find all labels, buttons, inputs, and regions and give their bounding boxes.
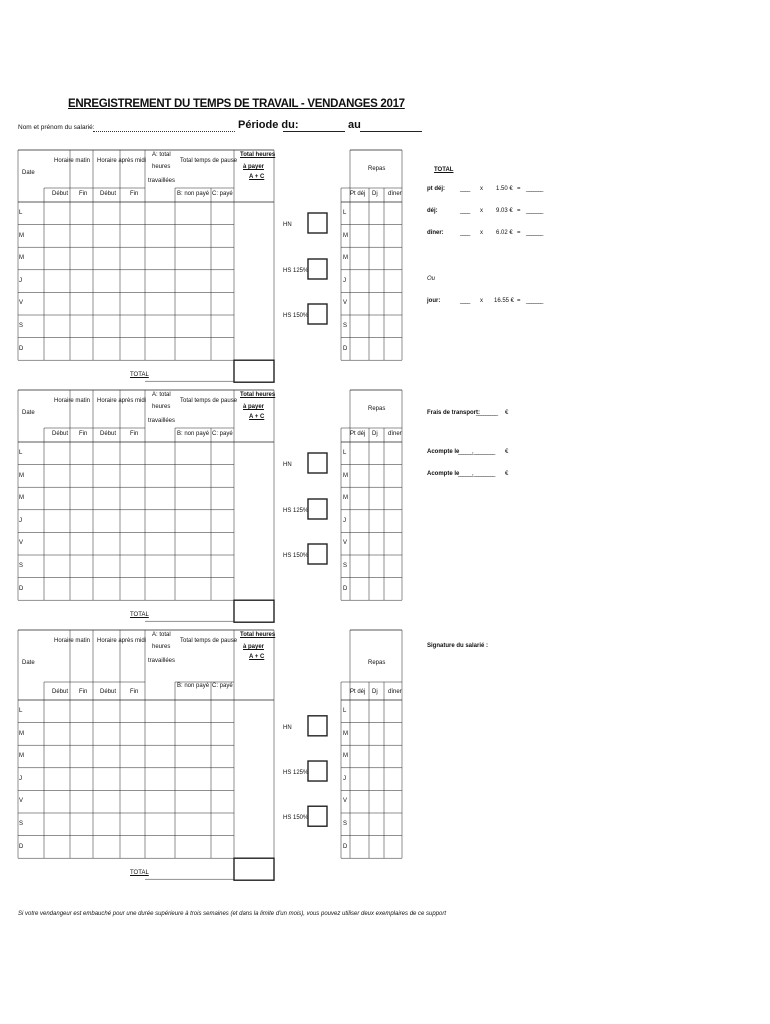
hours-label-1: HS 125%	[283, 508, 309, 514]
acompte-1-euro: €	[505, 449, 509, 455]
meal-day-label-4: V	[343, 300, 348, 307]
day-label-6: D	[19, 585, 24, 592]
acompte-2-label: Acompte le	[427, 471, 460, 477]
diner-eq: =	[517, 230, 521, 236]
day-label-2: M	[19, 753, 24, 760]
day-label-5: S	[19, 323, 24, 329]
total-hours-header-3: A + C	[249, 414, 265, 420]
diner-mult: x	[480, 230, 483, 236]
total-hours-header-1: Total heures	[240, 392, 276, 398]
day-label-0: L	[19, 708, 23, 714]
jour-mult: x	[480, 298, 483, 304]
total-hours-header-2: à payer	[243, 164, 265, 170]
total-hours-header-1: Total heures	[240, 152, 276, 158]
meal-day-label-0: L	[343, 708, 347, 714]
dej-total-field[interactable]: _______	[526, 208, 543, 214]
hours-box-0[interactable]	[308, 213, 327, 233]
a-total-header-3: travaillées	[148, 418, 176, 424]
acompte-1-label: Acompte le	[427, 449, 460, 455]
meal-total-heading: TOTAL	[434, 167, 454, 173]
total-hours-header-1: Total heures	[240, 632, 276, 638]
dej-qty-field[interactable]: ____	[460, 208, 470, 214]
dj-header: Dj	[372, 191, 378, 197]
debut-label: Début	[100, 689, 117, 695]
meal-day-label-1: M	[343, 472, 348, 479]
day-label-0: L	[19, 210, 23, 216]
meal-day-label-6: D	[343, 843, 348, 850]
diner-qty-field[interactable]: ____	[460, 230, 470, 236]
meal-day-label-6: D	[343, 345, 348, 352]
pt-dej-qty-field[interactable]: ____	[460, 186, 470, 192]
pt-dej-label: pt déj:	[427, 186, 445, 192]
pt-dej-mult: x	[480, 186, 483, 192]
day-label-4: V	[19, 300, 24, 307]
fin-label: Fin	[130, 689, 139, 695]
c-paye-label: C: payé	[212, 683, 233, 689]
acompte-2-field[interactable]: ______, _________	[458, 471, 495, 477]
afternoon-header: Horaire après midi	[97, 398, 147, 404]
pt-dej-price: 1.50 €	[496, 186, 513, 192]
hours-label-2: HS 150%	[283, 553, 309, 559]
meal-day-label-3: J	[343, 775, 346, 782]
a-total-header-1: A: total	[152, 392, 171, 398]
meal-day-label-1: M	[343, 730, 348, 737]
hours-box-2[interactable]	[308, 806, 327, 826]
employee-name-label: Nom et prénom du salarié:	[18, 124, 95, 131]
day-label-6: D	[19, 843, 24, 850]
diner-total-field[interactable]: _______	[526, 230, 543, 236]
meal-day-label-0: L	[343, 450, 347, 456]
or-label: Ou	[427, 276, 436, 282]
meal-day-label-4: V	[343, 798, 348, 805]
page-title: ENREGISTREMENT DU TEMPS DE TRAVAIL - VENDANGES 2017	[68, 98, 405, 110]
day-label-2: M	[19, 255, 24, 262]
meal-day-label-3: J	[343, 517, 346, 524]
date-header: Date	[22, 410, 35, 416]
morning-header: Horaire matin	[54, 638, 91, 644]
diner-header: dîner	[388, 689, 402, 695]
hours-box-2[interactable]	[308, 304, 327, 324]
day-label-3: J	[19, 517, 22, 524]
day-label-4: V	[19, 540, 24, 547]
day-label-5: S	[19, 821, 24, 827]
total-hours-box[interactable]	[234, 360, 274, 382]
hours-box-1[interactable]	[308, 499, 327, 519]
meal-day-label-5: S	[343, 563, 348, 569]
pt-dej-eq: =	[517, 186, 521, 192]
acompte-1-field[interactable]: ______, _________	[458, 449, 495, 455]
meal-day-label-0: L	[343, 210, 347, 216]
hours-box-0[interactable]	[308, 453, 327, 473]
total-row-label: TOTAL	[130, 870, 149, 877]
total-row-label: TOTAL	[130, 372, 149, 379]
day-label-1: M	[19, 730, 24, 737]
hours-box-0[interactable]	[308, 716, 327, 736]
meal-day-label-2: M	[343, 753, 348, 760]
morning-header: Horaire matin	[54, 398, 91, 404]
signature-label: Signature du salarié :	[427, 643, 489, 649]
meal-day-label-1: M	[343, 232, 348, 239]
pause-header: Total temps de pause	[180, 398, 238, 404]
total-hours-header-2: à payer	[243, 644, 265, 650]
a-total-header-2: heures	[152, 644, 171, 650]
repas-header: Repas	[368, 660, 386, 666]
dej-eq: =	[517, 208, 521, 214]
acompte-2-euro: €	[505, 471, 509, 477]
day-label-2: M	[19, 495, 24, 502]
period-end-label: au	[348, 119, 361, 131]
pause-header: Total temps de pause	[180, 638, 238, 644]
pause-header: Total temps de pause	[180, 158, 238, 164]
transport-euro: €	[505, 410, 509, 416]
debut-label: Début	[100, 431, 117, 437]
c-paye-label: C: payé	[212, 191, 233, 197]
total-hours-header-2: à payer	[243, 404, 265, 410]
hours-box-1[interactable]	[308, 761, 327, 781]
pt-dej-header: Pt déj	[350, 191, 366, 197]
total-hours-box[interactable]	[234, 600, 274, 622]
afternoon-header: Horaire après midi	[97, 638, 147, 644]
footer-note: Si votre vendangeur est embauché pour une durée supérieure à trois semaines (et dans la limite d'un mois), vous pouvez utiliser deux exemplaires de ce support	[18, 911, 447, 917]
total-row-label: TOTAL	[130, 612, 149, 619]
repas-header: Repas	[368, 406, 386, 412]
day-label-3: J	[19, 775, 22, 782]
b-non-paye-label: B: non payé	[177, 683, 210, 689]
meal-day-label-4: V	[343, 540, 348, 547]
hours-label-1: HS 125%	[283, 268, 309, 274]
hours-label-0: HN	[283, 724, 292, 731]
hours-label-2: HS 150%	[283, 815, 309, 822]
jour-eq: =	[517, 298, 521, 304]
hours-box-2[interactable]	[308, 544, 327, 564]
jour-label: jour:	[427, 298, 441, 304]
hours-box-1[interactable]	[308, 259, 327, 279]
total-hours-header-3: A + C	[249, 654, 265, 660]
jour-total-field[interactable]: _______	[526, 298, 543, 304]
day-label-1: M	[19, 472, 24, 479]
debut-label: Début	[52, 689, 69, 695]
transport-label: Frais de transport:	[427, 410, 481, 416]
debut-label: Début	[100, 191, 117, 197]
period-start-label: Période du:	[238, 119, 299, 131]
pt-dej-total-field[interactable]: _______	[526, 186, 543, 192]
date-header: Date	[22, 170, 35, 176]
fin-label: Fin	[79, 689, 88, 695]
meal-day-label-5: S	[343, 323, 348, 329]
transport-field[interactable]: _________	[476, 410, 498, 416]
a-total-header-2: heures	[152, 164, 171, 170]
fin-label: Fin	[130, 191, 139, 197]
diner-price: 6.02 €	[496, 230, 513, 236]
fin-label: Fin	[79, 431, 88, 437]
meal-day-label-6: D	[343, 585, 348, 592]
debut-label: Début	[52, 191, 69, 197]
morning-header: Horaire matin	[54, 158, 91, 164]
dej-label: déj:	[427, 208, 438, 214]
a-total-header-3: travaillées	[148, 178, 176, 184]
dej-mult: x	[480, 208, 483, 214]
debut-label: Début	[52, 431, 69, 437]
day-label-3: J	[19, 277, 22, 284]
b-non-paye-label: B: non payé	[177, 431, 210, 437]
a-total-header-2: heures	[152, 404, 171, 410]
repas-header: Repas	[368, 166, 386, 172]
pt-dej-header: Pt déj	[350, 431, 366, 437]
total-hours-header-3: A + C	[249, 174, 265, 180]
dej-price: 9.03 €	[496, 208, 513, 214]
day-label-0: L	[19, 450, 23, 456]
fin-label: Fin	[130, 431, 139, 437]
a-total-header-1: A: total	[152, 152, 171, 158]
jour-qty-field[interactable]: ____	[460, 298, 470, 304]
date-header: Date	[22, 660, 35, 666]
meal-day-label-3: J	[343, 277, 346, 284]
hours-label-0: HN	[283, 222, 292, 228]
dj-header: Dj	[372, 689, 378, 695]
a-total-header-3: travaillées	[148, 658, 176, 664]
meal-day-label-2: M	[343, 495, 348, 502]
diner-header: dîner	[388, 431, 402, 437]
hours-label-0: HN	[283, 462, 292, 468]
jour-price: 16.55 €	[494, 298, 515, 304]
day-label-6: D	[19, 345, 24, 352]
b-non-paye-label: B: non payé	[177, 191, 210, 197]
meal-day-label-2: M	[343, 255, 348, 262]
pt-dej-header: Pt déj	[350, 689, 366, 695]
a-total-header-1: A: total	[152, 632, 171, 638]
day-label-5: S	[19, 563, 24, 569]
diner-header: dîner	[388, 191, 402, 197]
diner-label: dîner:	[427, 230, 444, 236]
afternoon-header: Horaire après midi	[97, 158, 147, 164]
total-hours-box[interactable]	[234, 858, 274, 880]
fin-label: Fin	[79, 191, 88, 197]
meal-day-label-5: S	[343, 821, 348, 827]
hours-label-2: HS 150%	[283, 313, 309, 319]
hours-label-1: HS 125%	[283, 770, 309, 777]
dj-header: Dj	[372, 431, 378, 437]
c-paye-label: C: payé	[212, 431, 233, 437]
day-label-4: V	[19, 798, 24, 805]
day-label-1: M	[19, 232, 24, 239]
